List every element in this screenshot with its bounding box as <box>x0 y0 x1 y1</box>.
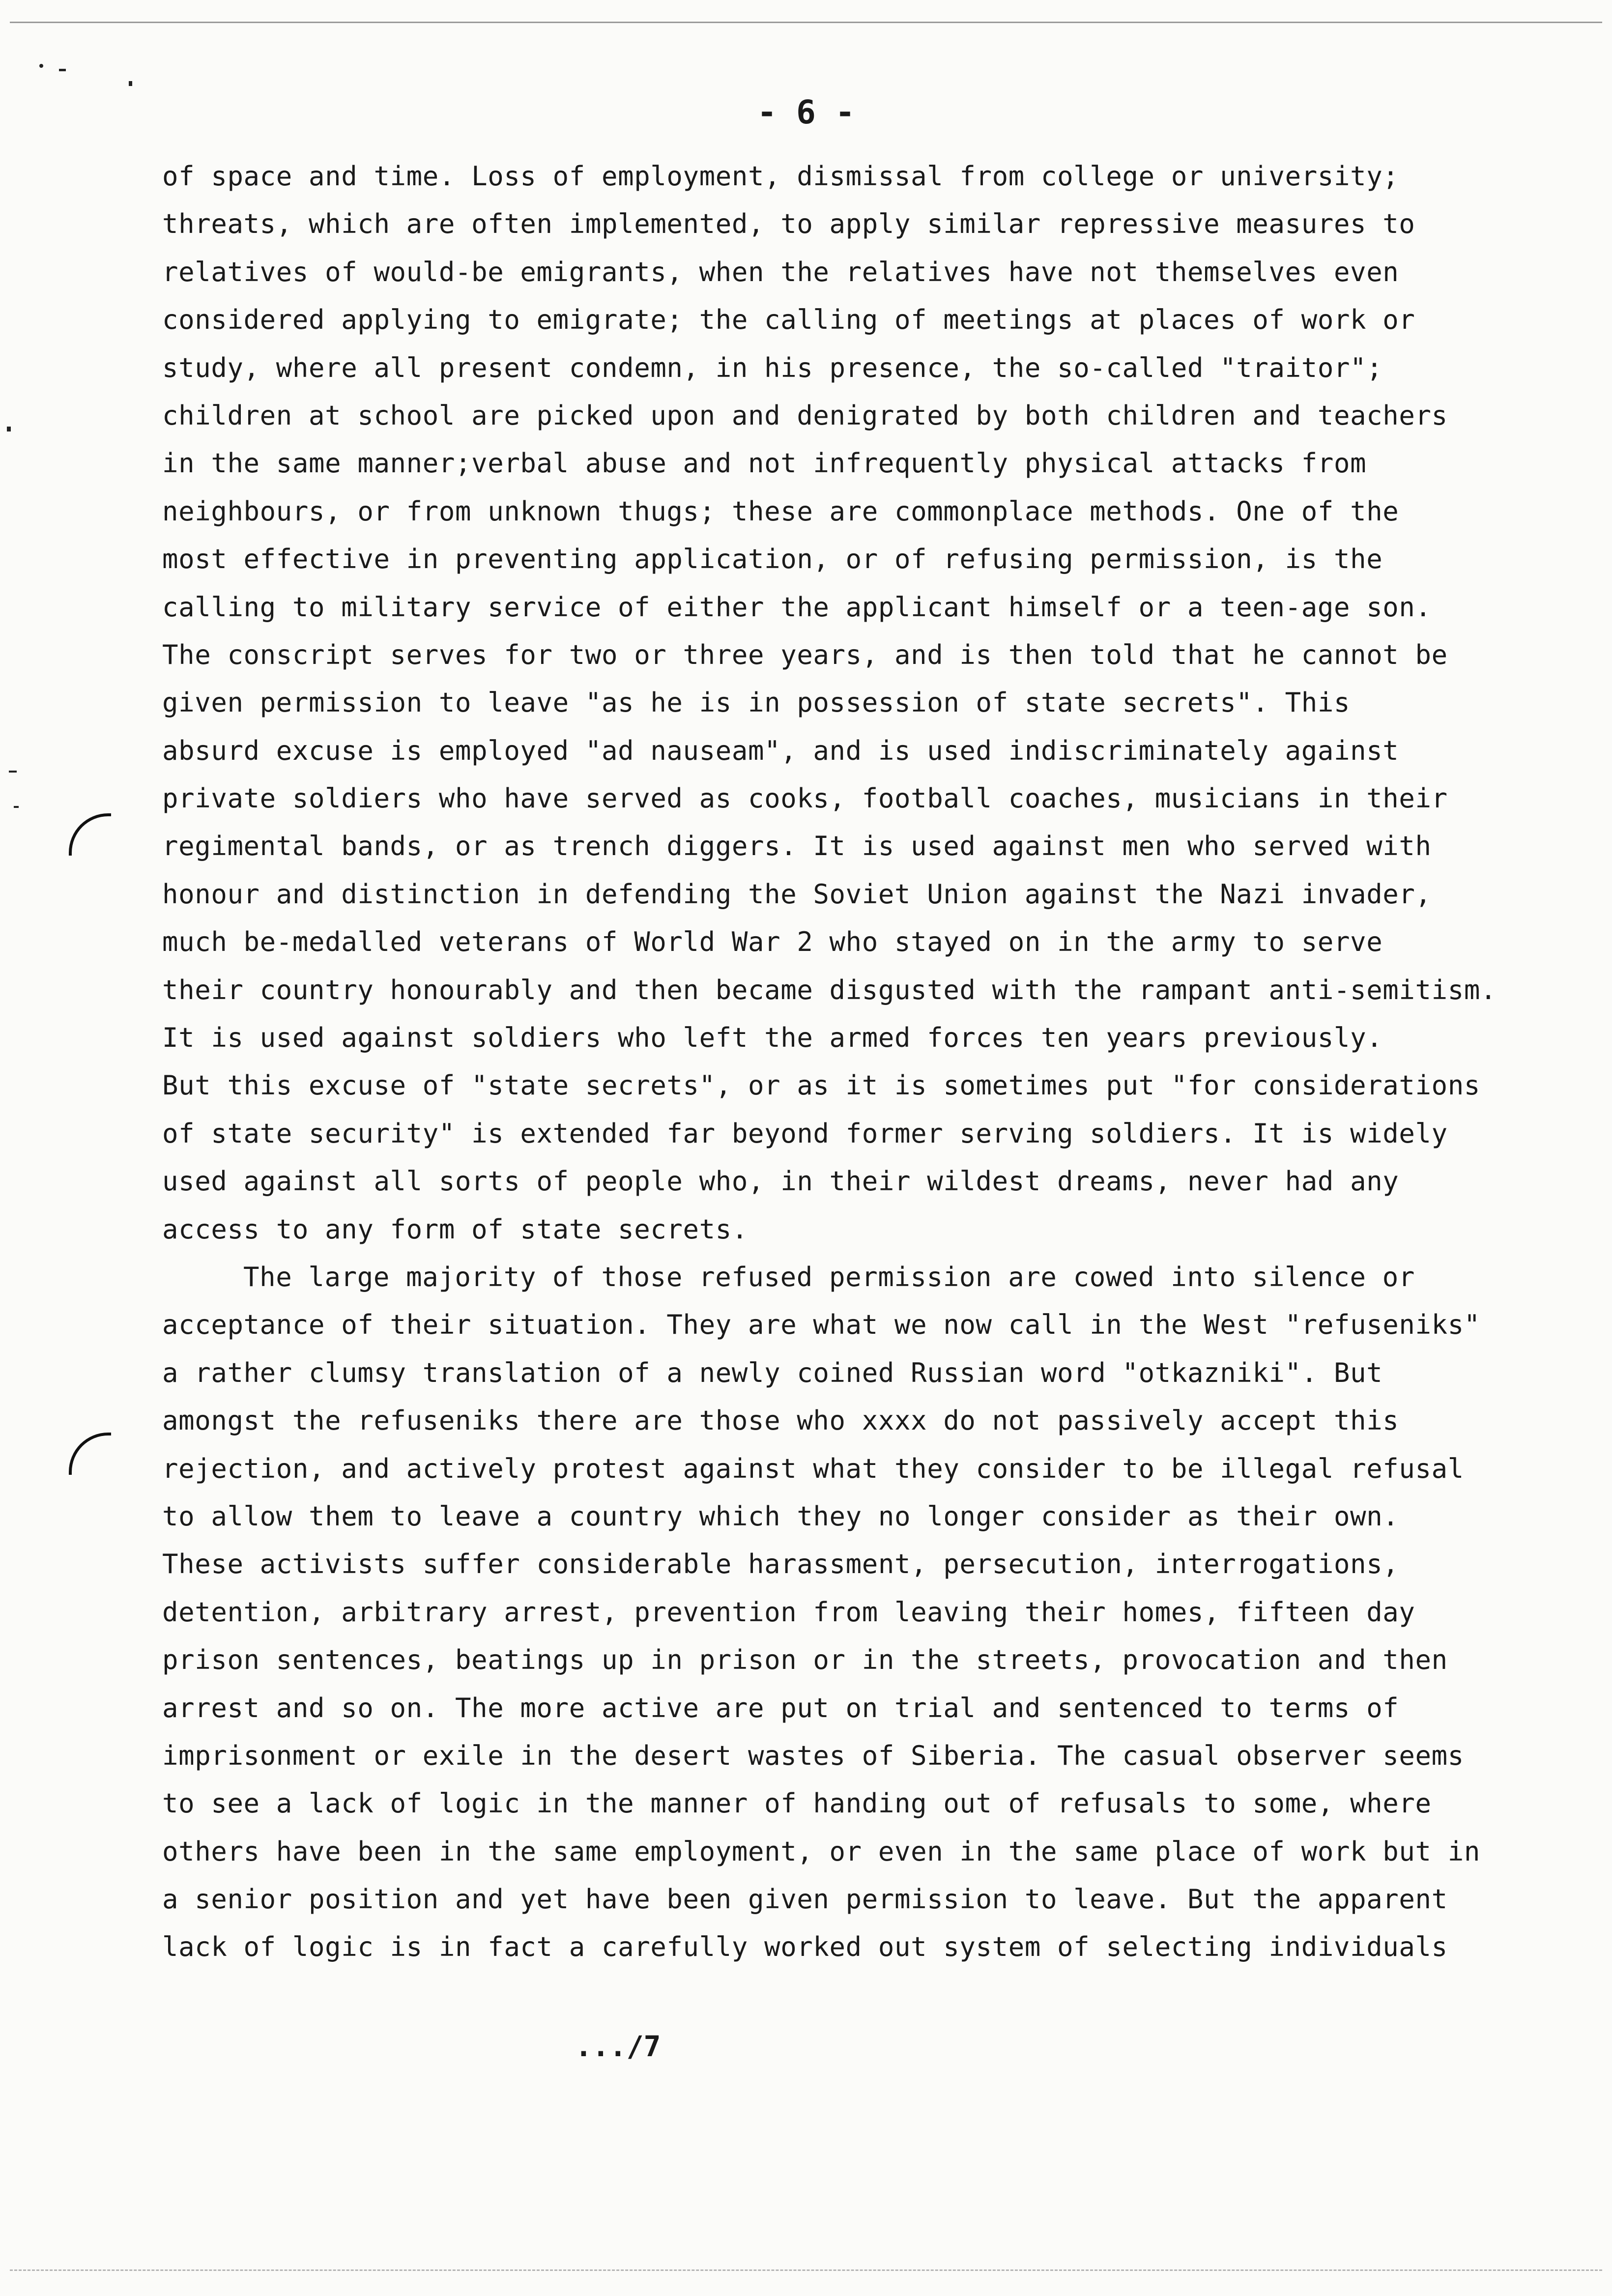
text-line: acceptance of their situation. They are what we now call in the West "refuseniks" <box>162 1309 1480 1341</box>
scan-speck <box>9 771 17 773</box>
text-line: imprisonment or exile in the desert wastes of Siberia. The casual observer seems <box>162 1740 1464 1771</box>
text-line: The conscript serves for two or three years, and is then told that he cannot be <box>162 639 1448 670</box>
text-line: children at school are picked upon and denigrated by both children and teachers <box>162 400 1448 431</box>
text-line: arrest and so on. The more active are put on trial and sentenced to terms of <box>162 1692 1399 1723</box>
text-line: in the same manner;verbal abuse and not infrequently physical attacks from <box>162 448 1367 479</box>
continuation-marker: .../7 <box>575 2030 661 2063</box>
text-line: prison sentences, beatings up in prison or in the streets, provocation and then <box>162 1644 1448 1676</box>
text-line: amongst the refuseniks there are those who xxxx do not passively accept this <box>162 1405 1399 1436</box>
text-line: These activists suffer considerable harassment, persecution, interrogations, <box>162 1549 1399 1580</box>
text-line: their country honourably and then became disgusted with the rampant anti-semitism. <box>162 974 1497 1005</box>
text-line: to allow them to leave a country which they no longer consider as their own. <box>162 1500 1399 1532</box>
top-edge-rule <box>10 22 1602 23</box>
body-text <box>162 152 1499 1971</box>
scan-speck <box>7 427 11 431</box>
text-line: regimental bands, or as trench diggers. It is used against men who served with <box>162 831 1432 862</box>
text-line: rejection, and actively protest against what they consider to be illegal refusal <box>162 1453 1464 1484</box>
text-line: relatives of would-be emigrants, when the relatives have not themselves even <box>162 256 1399 287</box>
text-line: But this excuse of "state secrets", or as it is sometimes put "for considerations <box>162 1070 1480 1101</box>
scan-speck <box>59 69 66 71</box>
margin-bracket-mark <box>69 813 111 856</box>
scan-speck <box>14 806 19 808</box>
text-line: threats, which are often implemented, to apply similar repressive measures to <box>162 208 1415 240</box>
text-line: The large majority of those refused permission are cowed into silence or <box>243 1261 1415 1292</box>
text-line: a rather clumsy translation of a newly coined Russian word "otkazniki". But <box>162 1357 1383 1388</box>
text-line: It is used against soldiers who left the armed forces ten years previously. <box>162 1022 1383 1054</box>
scan-speck <box>129 81 132 86</box>
text-line: access to any form of state secrets. <box>162 1213 748 1245</box>
text-line: absurd excuse is employed "ad nauseam", and is used indiscriminately against <box>162 735 1399 766</box>
page-number: - 6 - <box>757 93 855 131</box>
text-line: private soldiers who have served as cooks, football coaches, musicians in their <box>162 783 1448 814</box>
text-line: lack of logic is in fact a carefully worked out system of selecting individuals <box>162 1931 1448 1963</box>
text-line: most effective in preventing application, or of refusing permission, is the <box>162 544 1383 575</box>
text-line: considered applying to emigrate; the calling of meetings at places of work or <box>162 304 1415 336</box>
text-line: detention, arbitrary arrest, prevention from leaving their homes, fifteen day <box>162 1596 1415 1628</box>
text-line: neighbours, or from unknown thugs; these are commonplace methods. One of the <box>162 495 1399 527</box>
text-line: others have been in the same employment, or even in the same place of work but in <box>162 1836 1480 1867</box>
margin-bracket-mark <box>69 1433 111 1475</box>
text-line: calling to military service of either the applicant himself or a teen-age son. <box>162 591 1432 623</box>
text-line: given permission to leave "as he is in possession of state secrets". This <box>162 687 1351 718</box>
text-line: honour and distinction in defending the Soviet Union against the Nazi invader, <box>162 878 1432 910</box>
text-line: to see a lack of logic in the manner of handing out of refusals to some, where <box>162 1788 1432 1819</box>
text-line: a senior position and yet have been given permission to leave. But the apparent <box>162 1884 1448 1915</box>
text-line: study, where all present condemn, in his presence, the so-called "traitor"; <box>162 352 1383 383</box>
text-line: of space and time. Loss of employment, dismissal from college or university; <box>162 161 1399 192</box>
text-line: used against all sorts of people who, in their wildest dreams, never had any <box>162 1166 1399 1197</box>
text-line: much be-medalled veterans of World War 2 who stayed on in the army to serve <box>162 926 1383 958</box>
bottom-edge-rule <box>10 2269 1602 2271</box>
text-line: of state security" is extended far beyond former serving soldiers. It is widely <box>162 1118 1448 1149</box>
scan-speck <box>39 64 43 68</box>
